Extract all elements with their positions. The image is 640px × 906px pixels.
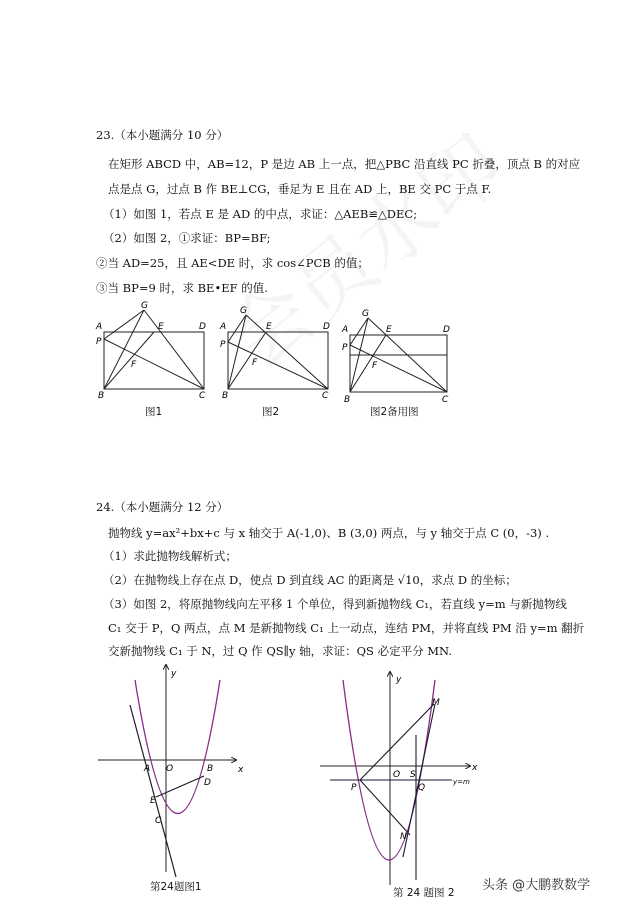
q24-line1: 抛物线 y=ax²+bx+c 与 x 轴交于 A(-1,0)、B (3,0) 两点，与 y 轴交于点 C (0，-3) .: [108, 526, 550, 540]
q23-f3-label-b: B: [344, 395, 351, 405]
q23-f3-label-f: F: [372, 361, 378, 371]
q24-part3a: （3）如图 2，将原抛物线向左平移 1 个单位，得到新抛物线 C₁，若直线 y=m 与新抛物线: [103, 597, 567, 611]
q23-caption-2: 图2: [262, 406, 280, 418]
q24-f1-label-o: O: [166, 764, 174, 774]
q24-part2: （2）在抛物线上存在点 D，使点 D 到直线 AC 的距离是 √10，求点 D 的坐标；: [103, 573, 517, 587]
q23-part2: （2）如图 2，①求证：BP=BF;: [103, 231, 271, 245]
q24-f2-label-x: x: [472, 763, 478, 773]
q24-f2-label-o: O: [393, 770, 401, 780]
q23-f3-label-c: C: [442, 395, 449, 405]
q24-caption-1: 第24题图1: [150, 881, 202, 893]
q23-part2b: ②当 AD=25，且 AE<DE 时，求 cos∠PCB 的值；: [96, 256, 369, 270]
q23-title: 23.（本小题满分 10 分）: [96, 128, 229, 142]
q23-f1-label-c: C: [199, 391, 206, 401]
q24-f1-label-x: x: [238, 765, 244, 775]
q23-f1-label-a: A: [96, 322, 103, 332]
q23-f2-label-g: G: [240, 306, 247, 316]
q24-f1-label-c: C: [155, 816, 162, 826]
q23-line1: 在矩形 ABCD 中，AB=12，P 是边 AB 上一点，把△PBC 沿直线 PC 折叠，顶点 B 的对应: [108, 157, 581, 171]
q23-f1-label-d: D: [199, 322, 206, 332]
q23-part1: （1）如图 1，若点 E 是 AD 的中点，求证：△AEB≌△DEC;: [103, 207, 418, 221]
q24-f1-label-y: y: [171, 669, 177, 679]
q24-f2-label-s: S: [410, 770, 416, 780]
q23-f3-label-d: D: [443, 325, 450, 335]
q23-f2-label-c: C: [322, 391, 329, 401]
q23-f1-label-p: P: [96, 337, 102, 347]
q23-f2-label-p: P: [220, 340, 226, 350]
q24-f2-label-y: y: [396, 675, 402, 685]
q23-f1-label-f: F: [131, 360, 137, 370]
q24-f2-label-m: M: [432, 698, 440, 708]
q23-f2-label-b: B: [222, 391, 229, 401]
q23-f2-label-a: A: [220, 322, 227, 332]
q23-f1-label-b: B: [98, 391, 105, 401]
q23-f3-label-a: A: [342, 325, 349, 335]
q23-f2-label-d: D: [323, 322, 330, 332]
q24-part3c: 交新抛物线 C₁ 于 N，过 Q 作 QS∥y 轴，求证：QS 必定平分 MN.: [108, 644, 452, 658]
q24-f1-label-b: B: [207, 764, 214, 774]
q23-caption-3: 图2备用图: [370, 406, 419, 418]
q24-f2-label-q: Q: [418, 783, 426, 793]
q23-f2-label-f: F: [252, 358, 258, 368]
q24-part3b: C₁ 交于 P，Q 两点，点 M 是新抛物线 C₁ 上一动点，连结 PM，并将直线 PM 沿 y=m 翻折: [108, 621, 585, 635]
q23-f3-label-e: E: [386, 325, 392, 335]
brand-watermark: 头条 @大鹏教数学: [482, 878, 591, 893]
q24-f2-label-ym: y=m: [453, 778, 470, 786]
q23-f1-label-g: G: [141, 301, 148, 311]
q24-f1-label-d: D: [204, 778, 211, 788]
q24-caption-2: 第 24 题图 2: [393, 887, 455, 899]
q23-line2: 点是点 G，过点 B 作 BE⊥CG，垂足为 E 且在 AD 上，BE 交 PC 于点 F.: [108, 182, 492, 196]
q23-f1-label-e: E: [158, 322, 164, 332]
q24-f2-label-n: N: [400, 832, 407, 842]
q24-f1-label-a: A: [144, 764, 151, 774]
q24-title: 24.（本小题满分 12 分）: [96, 500, 229, 514]
q24-part1: （1）求此抛物线解析式；: [103, 549, 237, 563]
q24-f2-label-p: P: [351, 783, 357, 793]
q23-part2c: ③当 BP=9 时，求 BE•EF 的值.: [96, 281, 268, 295]
q23-f2-label-e: E: [266, 322, 272, 332]
q23-f3-label-g: G: [362, 309, 369, 319]
q24-f1-label-e: E: [150, 796, 156, 806]
q23-f3-label-p: P: [342, 343, 348, 353]
q23-caption-1: 图1: [145, 406, 163, 418]
